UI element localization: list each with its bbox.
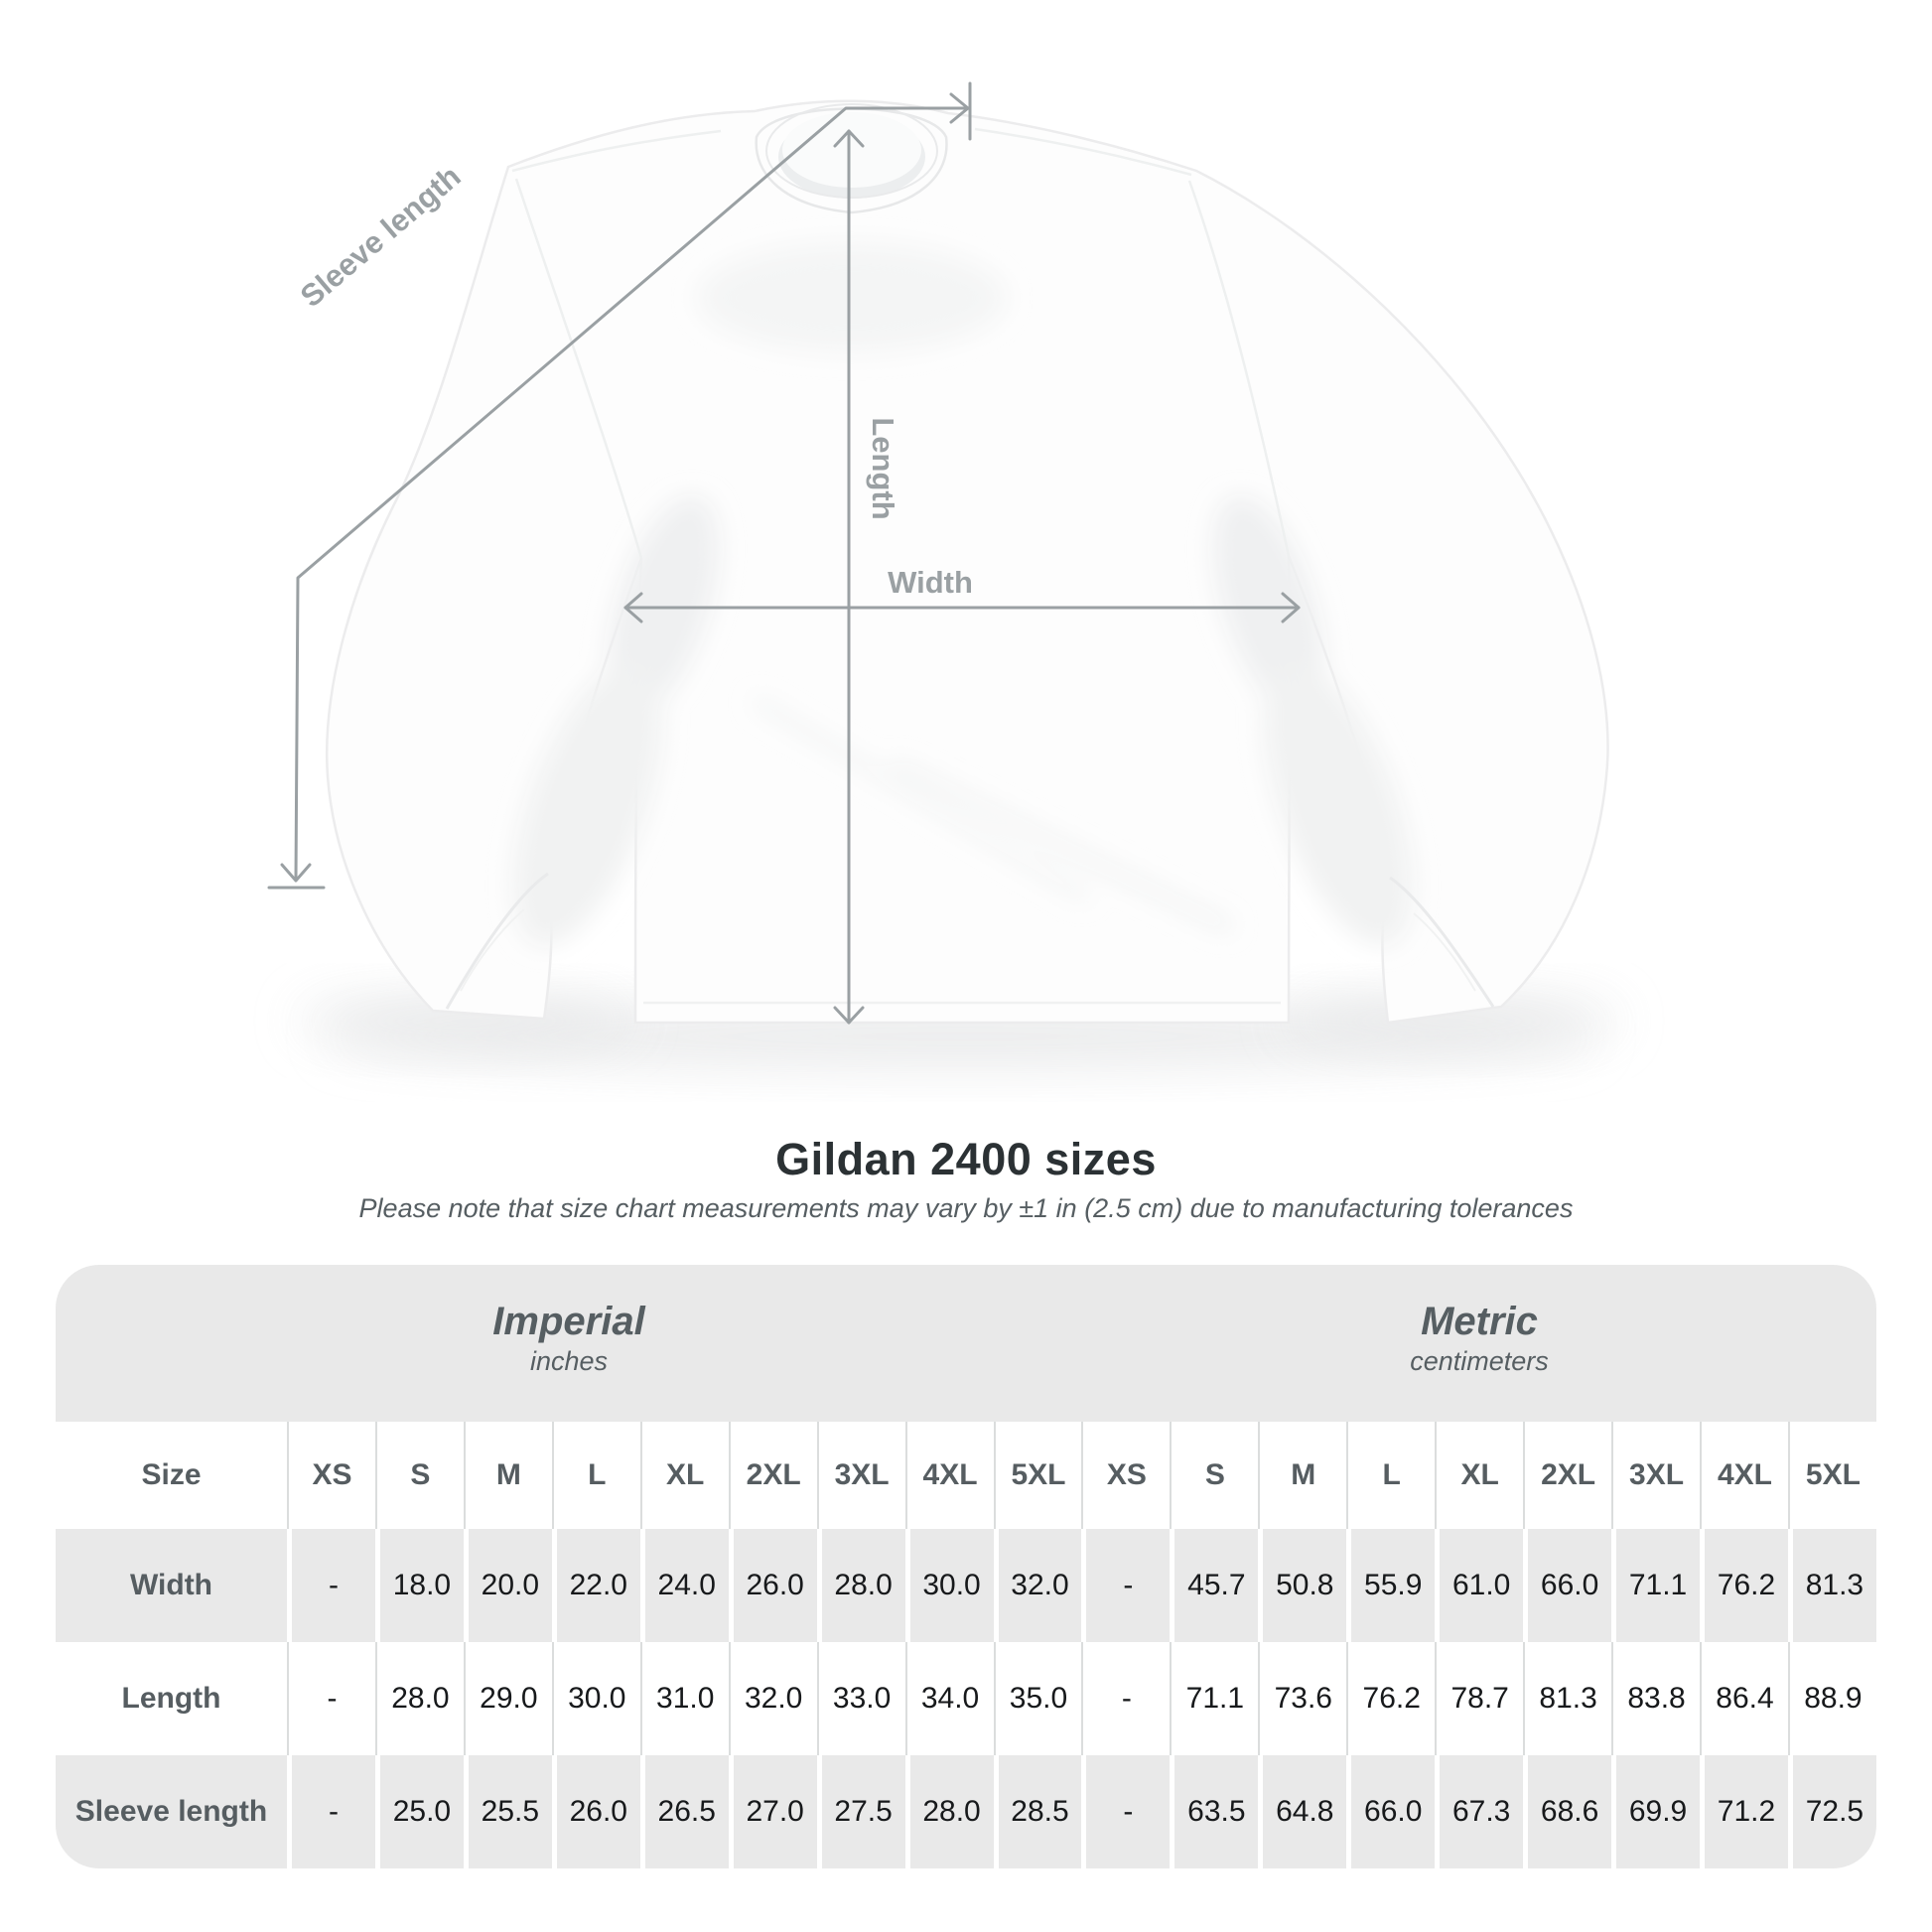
shirt-illustration: [327, 101, 1607, 1023]
size-header-cell: 3XL: [1611, 1422, 1700, 1529]
value-cell: 63.5: [1170, 1755, 1258, 1868]
size-header-cell: 3XL: [817, 1422, 905, 1529]
size-header-cell: 5XL: [1788, 1422, 1876, 1529]
value-cell: 20.0: [464, 1529, 552, 1642]
measurement-row-length: [56, 1642, 1876, 1755]
value-cell: 50.8: [1258, 1529, 1346, 1642]
value-cell: 35.0: [994, 1642, 1082, 1755]
value-cell: 27.5: [817, 1755, 905, 1868]
value-cell: 66.0: [1523, 1529, 1611, 1642]
size-header-cell: 5XL: [994, 1422, 1082, 1529]
value-cell: 71.2: [1700, 1755, 1788, 1868]
sleeve-length-label: Sleeve length: [293, 158, 468, 315]
value-cell: 32.0: [729, 1642, 817, 1755]
value-cell: 76.2: [1346, 1642, 1435, 1755]
size-header-cell: XS: [287, 1422, 375, 1529]
value-cell: -: [287, 1642, 375, 1755]
size-header-cell: 2XL: [1523, 1422, 1611, 1529]
value-cell: 24.0: [640, 1529, 729, 1642]
size-header-cell: S: [1170, 1422, 1258, 1529]
size-header-cell: M: [1258, 1422, 1346, 1529]
value-cell: -: [287, 1755, 375, 1868]
value-cell: 31.0: [640, 1642, 729, 1755]
size-header-cell: S: [375, 1422, 464, 1529]
value-cell: 88.9: [1788, 1642, 1876, 1755]
value-cell: -: [1081, 1529, 1170, 1642]
value-cell: -: [1081, 1755, 1170, 1868]
row-label: Sleeve length: [56, 1755, 287, 1868]
value-cell: 55.9: [1346, 1529, 1435, 1642]
value-cell: 81.3: [1523, 1642, 1611, 1755]
measurement-rows: [56, 1529, 1876, 1868]
value-cell: 25.0: [375, 1755, 464, 1868]
size-column-header: Size: [141, 1458, 202, 1491]
value-cell: 76.2: [1700, 1529, 1788, 1642]
size-header-cell: L: [1346, 1422, 1435, 1529]
metric-title: Metric: [1421, 1300, 1538, 1344]
value-cell: 26.0: [552, 1755, 640, 1868]
value-cell: 64.8: [1258, 1755, 1346, 1868]
value-cell: 61.0: [1435, 1529, 1523, 1642]
value-cell: 73.6: [1258, 1642, 1346, 1755]
metric-unit-label: centimeters: [1410, 1346, 1549, 1377]
measurement-row-sleeve-length: [56, 1755, 1876, 1868]
size-header-cell: XS: [1081, 1422, 1170, 1529]
value-cell: -: [1081, 1642, 1170, 1755]
value-cell: 18.0: [375, 1529, 464, 1642]
value-cell: 28.5: [994, 1755, 1082, 1868]
value-cell: 25.5: [464, 1755, 552, 1868]
value-cell: 71.1: [1611, 1529, 1700, 1642]
measurement-row-width: [56, 1529, 1876, 1642]
value-cell: 66.0: [1346, 1755, 1435, 1868]
value-cell: 29.0: [464, 1642, 552, 1755]
value-cell: 69.9: [1611, 1755, 1700, 1868]
value-cell: 67.3: [1435, 1755, 1523, 1868]
size-header-row: [56, 1422, 1876, 1529]
imperial-unit-label: inches: [529, 1346, 609, 1377]
value-cell: 72.5: [1788, 1755, 1876, 1868]
value-cell: 26.5: [640, 1755, 729, 1868]
size-header-cell: 2XL: [729, 1422, 817, 1529]
value-cell: 28.0: [905, 1755, 994, 1868]
size-table: [56, 1265, 1876, 1868]
page-title: Gildan 2400 sizes: [775, 1134, 1157, 1184]
value-cell: 28.0: [375, 1642, 464, 1755]
value-cell: 27.0: [729, 1755, 817, 1868]
imperial-header: [56, 1265, 1082, 1422]
row-label: Width: [56, 1529, 287, 1642]
units-header-band: [56, 1265, 1876, 1422]
size-header-cell: XL: [1435, 1422, 1523, 1529]
metric-header: [1082, 1265, 1876, 1422]
size-header-cell: 4XL: [905, 1422, 994, 1529]
value-cell: 30.0: [905, 1529, 994, 1642]
size-header-cell: XL: [640, 1422, 729, 1529]
value-cell: 30.0: [552, 1642, 640, 1755]
width-label: Width: [888, 565, 973, 600]
tolerance-note: Please note that size chart measurements may vary by ±1 in (2.5 cm) due to manufacturing tolerances: [358, 1193, 1574, 1223]
value-cell: 81.3: [1788, 1529, 1876, 1642]
value-cell: 83.8: [1611, 1642, 1700, 1755]
value-cell: 45.7: [1170, 1529, 1258, 1642]
value-cell: 34.0: [905, 1642, 994, 1755]
value-cell: 86.4: [1700, 1642, 1788, 1755]
value-cell: 71.1: [1170, 1642, 1258, 1755]
value-cell: 28.0: [817, 1529, 905, 1642]
row-label: Length: [121, 1682, 221, 1715]
value-cell: 33.0: [817, 1642, 905, 1755]
value-cell: 78.7: [1435, 1642, 1523, 1755]
value-cell: 32.0: [994, 1529, 1082, 1642]
value-cell: 26.0: [729, 1529, 817, 1642]
value-cell: 68.6: [1523, 1755, 1611, 1868]
length-label: Length: [866, 417, 900, 520]
imperial-title: Imperial: [492, 1300, 645, 1344]
value-cell: -: [287, 1529, 375, 1642]
size-header-cell: 4XL: [1700, 1422, 1788, 1529]
size-header-cell: L: [552, 1422, 640, 1529]
size-header-cell: M: [464, 1422, 552, 1529]
value-cell: 22.0: [552, 1529, 640, 1642]
